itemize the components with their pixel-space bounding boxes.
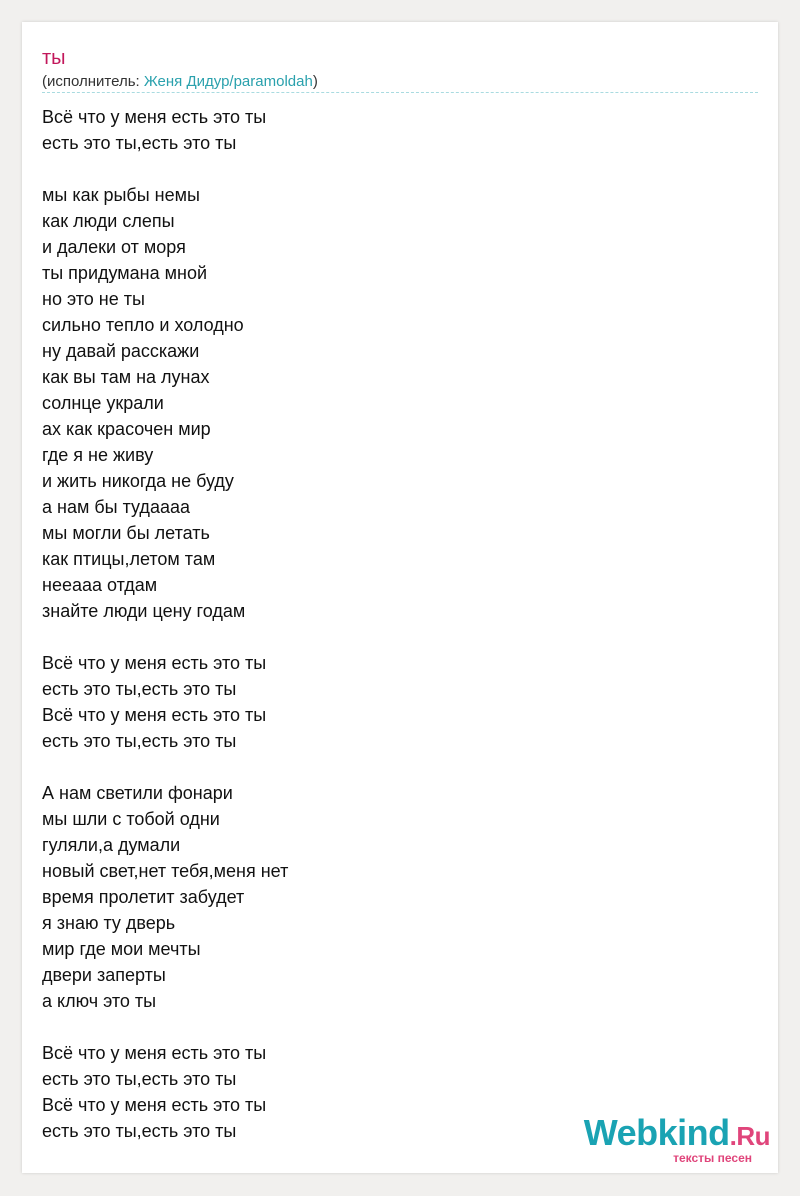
lyric-line: а нам бы тудаааа: [42, 497, 190, 517]
lyric-line: ах как красочен мир: [42, 419, 211, 439]
lyric-line: есть это ты,есть это ты: [42, 133, 237, 153]
lyric-line: Всё что у меня есть это ты: [42, 1043, 267, 1063]
lyrics-body: [42, 104, 742, 1144]
lyric-line: знайте люди цену годам: [42, 601, 246, 621]
lyric-line: сильно тепло и холодно: [42, 315, 244, 335]
artist-link[interactable]: Женя Дидур/paramoldah: [143, 73, 313, 90]
stanza-gap: [42, 156, 742, 182]
logo-wordmark: [584, 1113, 770, 1156]
lyric-line: есть это ты,есть это ты: [42, 731, 237, 751]
lyric-line: Всё что у меня есть это ты: [42, 1095, 267, 1115]
logo-word: Webkind: [583, 1112, 730, 1153]
artist-line: [42, 73, 318, 91]
lyric-line: но это не ты: [42, 289, 145, 309]
lyric-line: как люди слепы: [42, 211, 175, 231]
artist-suffix: ): [312, 73, 318, 90]
logo-tagline: тексты песен: [673, 1151, 752, 1165]
lyric-line: как птицы,летом там: [42, 549, 216, 569]
lyric-line: новый свет,нет тебя,меня нет: [42, 861, 289, 881]
lyric-line: я знаю ту дверь: [42, 913, 176, 933]
lyric-line: время пролетит забудет: [42, 887, 245, 907]
lyric-line: мы шли с тобой одни: [42, 809, 220, 829]
lyric-line: как вы там на лунах: [42, 367, 210, 387]
lyric-line: ты придумана мной: [42, 263, 208, 283]
stanza-gap: [42, 624, 742, 650]
lyric-line: есть это ты,есть это ты: [42, 1069, 237, 1089]
lyric-line: Всё что у меня есть это ты: [42, 653, 267, 673]
lyric-line: где я не живу: [42, 445, 154, 465]
lyric-line: мир где мои мечты: [42, 939, 201, 959]
lyrics-card: [22, 22, 778, 1173]
lyric-line: Всё что у меня есть это ты: [42, 107, 267, 127]
lyric-line: и жить никогда не буду: [42, 471, 234, 491]
lyric-line: двери заперты: [42, 965, 166, 985]
lyric-line: и далеки от моря: [42, 237, 186, 257]
song-title: ты: [42, 47, 66, 69]
divider: [42, 92, 758, 93]
lyric-line: нееааа отдам: [42, 575, 158, 595]
stanza-gap: [42, 754, 742, 780]
logo-tld: .Ru: [729, 1121, 770, 1151]
lyric-line: есть это ты,есть это ты: [42, 1121, 237, 1141]
lyric-line: а ключ это ты: [42, 991, 157, 1011]
lyric-line: есть это ты,есть это ты: [42, 679, 237, 699]
stanza-gap: [42, 1014, 742, 1040]
lyric-line: мы как рыбы немы: [42, 185, 200, 205]
lyric-line: гуляли,а думали: [42, 835, 181, 855]
lyric-line: солнце украли: [42, 393, 164, 413]
lyric-line: мы могли бы летать: [42, 523, 210, 543]
site-logo[interactable]: [570, 1113, 770, 1165]
artist-prefix: (исполнитель:: [42, 73, 144, 90]
lyric-line: Всё что у меня есть это ты: [42, 705, 267, 725]
lyric-line: А нам светили фонари: [42, 783, 233, 803]
lyric-line: ну давай расскажи: [42, 341, 200, 361]
